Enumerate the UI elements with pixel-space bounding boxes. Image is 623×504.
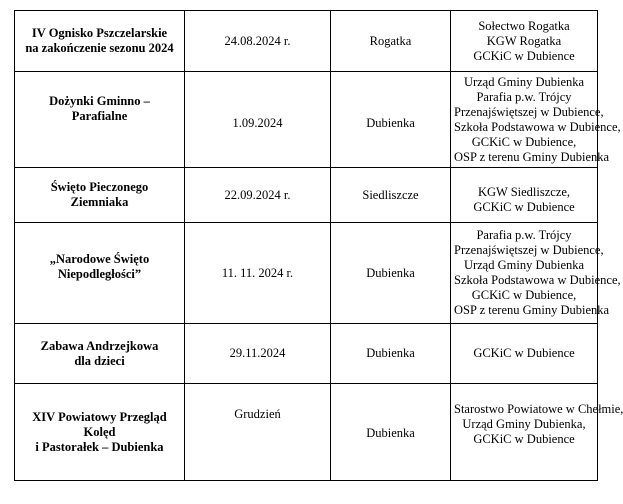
event-date-cell: 1.09.2024 [185,72,331,168]
event-organizers-cell [451,72,621,168]
event-name-cell [15,384,185,481]
event-name-line: Zabawa Andrzejkowa [40,338,159,353]
event-organizers-cell [451,223,621,324]
event-name-cell [15,11,185,72]
event-place-cell: Rogatka [331,11,451,72]
event-name-line: i Pastorałek – Dubienka [35,439,164,454]
event-organizers-cell [451,168,598,223]
organizer-line: GCKiC w Dubience, [471,134,577,149]
table-row [15,168,598,223]
event-name-cell [15,72,185,168]
event-organizers-cell [451,11,598,72]
organizer-line: GCKiC w Dubience [473,200,575,214]
event-date-cell: 24.08.2024 r. [185,11,331,72]
event-place-cell: Dubienka [331,324,451,384]
table-row [15,384,598,481]
organizer-line: Przenajświętszej w Dubience, [454,104,604,119]
table-row [15,223,598,324]
organizer-line: KGW Rogatka [486,33,562,48]
events-table [14,10,623,481]
event-name-line: XIV Powiatowy Przegląd [32,409,167,424]
organizer-line: Starostwo Powiatowe w Chełmie, [454,401,623,416]
event-name-line: IV Ognisko Pszczelarskie [31,26,168,40]
organizer-line: OSP z terenu Gminy Dubienka [454,303,610,317]
event-place-cell: Dubienka [331,384,451,481]
organizer-line: GCKiC w Dubience [473,346,575,360]
organizer-line: OSP z terenu Gminy Dubienka [454,149,610,164]
event-name-line: „Narodowe Święto [49,252,150,266]
event-organizers-cell [451,324,598,384]
event-date-cell: 22.09.2024 r. [185,168,331,223]
event-date-cell: Grudzień [185,384,331,481]
organizer-line: Parafia p.w. Trójcy [476,228,572,242]
organizer-line: Urząd Gminy Dubienka, [462,416,586,431]
table-row [15,11,598,72]
event-name-line: Kolęd [83,424,116,439]
organizer-line: GCKiC w Dubience [473,431,575,446]
organizer-line: KGW Siedliszcze, [477,185,571,199]
event-date-cell: 11. 11. 2024 r. [185,223,331,324]
event-name-line: Święto Pieczonego [50,180,149,194]
event-name-line: dla dzieci [74,353,125,368]
event-name-line: Ziemniaka [70,195,129,209]
organizer-line: GCKiC w Dubience [473,48,575,63]
table-row [15,324,598,384]
event-place-cell: Dubienka [331,223,451,324]
event-name-line: Dożynki Gminno – [49,94,150,108]
organizer-line: Parafia p.w. Trójcy [476,89,572,104]
event-place-cell: Dubienka [331,72,451,168]
event-name-line: Niepodległości” [57,267,142,281]
event-name-line: Parafialne [71,109,128,123]
organizer-line: Szkoła Podstawowa w Dubience, [454,273,621,287]
organizer-line: Przenajświętszej w Dubience, [454,243,604,257]
organizer-line: Urząd Gminy Dubienka [463,258,585,272]
organizer-line: Szkoła Podstawowa w Dubience, [454,119,621,134]
event-place-cell: Siedliszcze [331,168,451,223]
event-date-cell: 29.11.2024 [185,324,331,384]
table-row [15,72,598,168]
event-organizers-cell [451,384,623,481]
organizer-line: Sołectwo Rogatka [478,18,570,33]
event-name-cell [15,168,185,223]
organizer-line: GCKiC w Dubience, [471,288,577,302]
event-name-cell [15,223,185,324]
event-name-cell [15,324,185,384]
event-name-line: na zakończenie sezonu 2024 [25,41,174,55]
organizer-line: Urząd Gminy Dubienka [463,74,585,89]
